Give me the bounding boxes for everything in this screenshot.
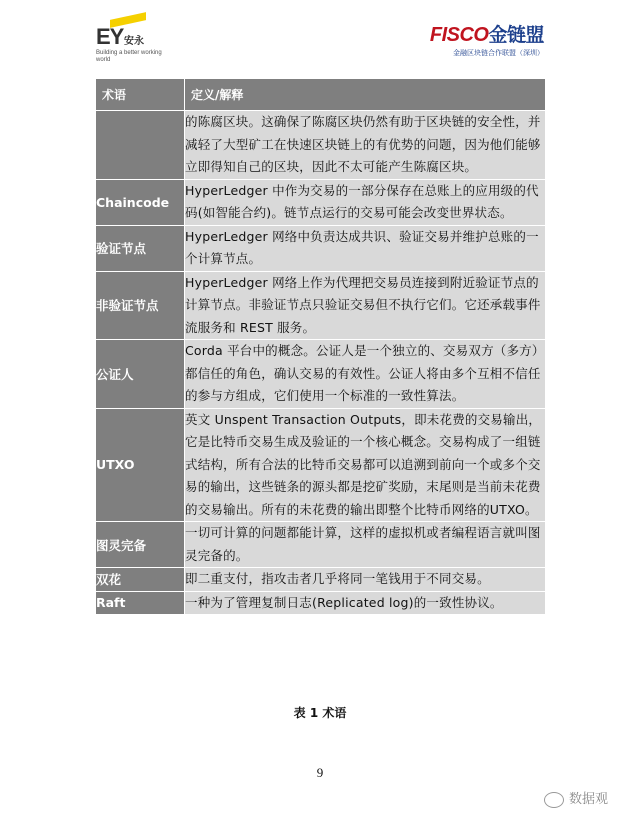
term-cell: Raft (96, 591, 185, 615)
wechat-icon (544, 792, 564, 808)
fisco-logo (394, 20, 544, 57)
table-row (96, 271, 546, 340)
term-cell (96, 111, 185, 180)
page-number: 9 (316, 765, 324, 780)
watermark-text: 数据观 (569, 792, 609, 807)
definition-cell: 英文 Unspent Transaction Outputs，即未花费的交易输出，它是比特币交易生成及验证的一个核心概念。交易构成了一组链式结构，所有合法的比特币交易都可以追溯到前向一个或多个交易的输出，这些链条的源头都是挖矿奖励，末尾则是当前未花费的交易输出。所有的未花费的输出即整个比特币网络的UTXO。 (185, 408, 546, 522)
fisco-subtitle: 金融区块链合作联盟（深圳） (453, 49, 544, 57)
table-row (96, 340, 546, 409)
table-row (96, 591, 546, 615)
definition-cell: 一切可计算的问题都能计算，这样的虚拟机或者编程语言就叫图灵完备的。 (185, 522, 546, 568)
ey-tagline: Building a better working world (96, 50, 162, 63)
term-cell: 非验证节点 (96, 271, 185, 340)
fisco-cn-name: 金链盟 (488, 25, 544, 46)
table-row (96, 111, 546, 180)
header-definition: 定义/解释 (185, 79, 546, 111)
definition-cell: 即二重支付，指攻击者几乎将同一笔钱用于不同交易。 (185, 568, 546, 592)
table-caption: 表 1 术语 (293, 706, 347, 720)
table-header-row (96, 79, 546, 111)
page-header (0, 0, 640, 70)
table-row (96, 568, 546, 592)
ey-logo (96, 10, 162, 63)
term-cell: Chaincode (96, 179, 185, 225)
header-term: 术语 (96, 79, 185, 111)
table-row (96, 179, 546, 225)
term-cell: 验证节点 (96, 225, 185, 271)
ey-mark: EY (96, 24, 124, 49)
term-cell: 公证人 (96, 340, 185, 409)
term-cell: 双花 (96, 568, 185, 592)
term-cell: 图灵完备 (96, 522, 185, 568)
table-row (96, 408, 546, 522)
table-row (96, 225, 546, 271)
ey-cn-name: 安永 (124, 36, 144, 47)
watermark (544, 788, 608, 808)
term-cell: UTXO (96, 408, 185, 522)
definition-cell: 一种为了管理复制日志(Replicated log)的一致性协议。 (185, 591, 546, 615)
definition-cell: 的陈腐区块。这确保了陈腐区块仍然有助于区块链的安全性，并减轻了大型矿工在快速区块链上的有优势的问题，因为他们能够立即得知自己的区块，因此不太可能产生陈腐区块。 (185, 111, 546, 180)
fisco-mark: FISCO (429, 24, 489, 46)
definition-cell: HyperLedger 网络中负责达成共识、验证交易并维护总账的一个计算节点。 (185, 225, 546, 271)
terms-table (95, 78, 546, 615)
table-row (96, 522, 546, 568)
definition-cell: Corda 平台中的概念。公证人是一个独立的、交易双方（多方）都信任的角色，确认交易的有效性。公证人将由多个互相不信任的参与方组成，它们使用一个标准的一致性算法。 (185, 340, 546, 409)
definition-cell: HyperLedger 网络上作为代理把交易员连接到附近验证节点的计算节点。非验证节点只验证交易但不执行它们。它还承载事件流服务和 REST 服务。 (185, 271, 546, 340)
definition-cell: HyperLedger 中作为交易的一部分保存在总账上的应用级的代码(如智能合约)。链节点运行的交易可能会改变世界状态。 (185, 179, 546, 225)
